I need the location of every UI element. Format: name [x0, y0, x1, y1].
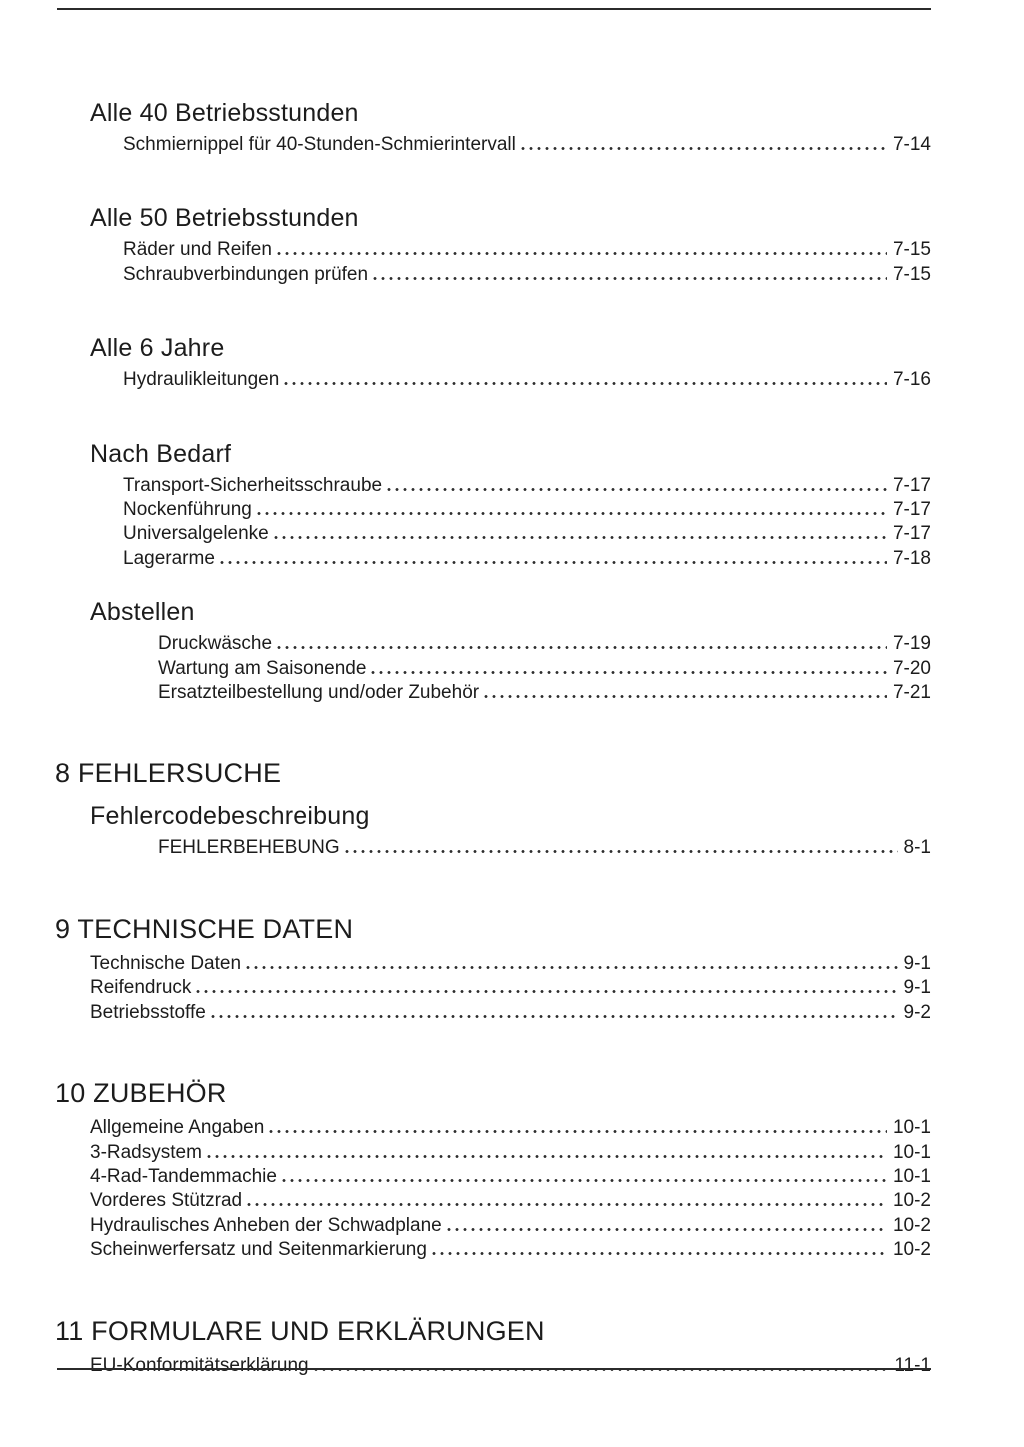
dotted-leader: [282, 1179, 887, 1182]
toc-entry: [123, 522, 931, 546]
toc-entry-page: 7-17: [892, 474, 931, 496]
toc-block: [55, 757, 931, 789]
toc-entry-page: 9-2: [903, 1001, 931, 1023]
toc-entry-label: Ersatzteilbestellung und/oder Zubehör: [158, 682, 480, 704]
dotted-leader: [447, 1228, 887, 1231]
toc-entry-page: 7-18: [892, 547, 931, 569]
toc-entry-page: 10-1: [892, 1117, 931, 1139]
toc-entry-label: Technische Daten: [90, 952, 242, 974]
toc-entry: [90, 952, 931, 976]
toc-entry: [90, 976, 931, 1000]
toc-entry-page: 7-17: [892, 523, 931, 545]
toc-entry-page: 7-20: [892, 657, 931, 679]
toc-entry: [90, 1238, 931, 1262]
dotted-leader: [284, 382, 887, 385]
dotted-leader: [220, 561, 887, 564]
toc-heading: Alle 40 Betriebsstunden: [90, 99, 359, 127]
toc-entry: [123, 263, 931, 287]
dotted-leader: [373, 277, 887, 280]
toc-entry-label: Schraubverbindungen prüfen: [123, 263, 369, 285]
toc-block: [55, 203, 931, 287]
toc-entry: [123, 133, 931, 157]
toc-entry: [158, 632, 931, 656]
toc-entry-label: 4-Rad-Tandemmachie: [90, 1165, 277, 1187]
toc-entry: [90, 1189, 931, 1213]
dotted-leader: [247, 1203, 887, 1206]
toc-entry-label: Universalgelenke: [123, 523, 269, 545]
toc-entry-label: Betriebsstoffe: [90, 1001, 206, 1023]
dotted-leader: [387, 488, 887, 491]
toc-heading: Alle 50 Betriebsstunden: [90, 204, 359, 233]
toc-entry: [90, 1001, 931, 1025]
toc-entry: [90, 1214, 931, 1238]
toc-entry: [123, 547, 931, 571]
toc-entry-label: EU-Konformitätserklärung: [90, 1354, 309, 1376]
toc-block: [55, 801, 931, 860]
toc-entry-page: 7-14: [892, 134, 931, 155]
toc-entry-page: 10-1: [892, 1165, 931, 1187]
toc-entry-page: 7-16: [892, 369, 931, 391]
toc-entry: [90, 1165, 931, 1189]
dotted-leader: [269, 1130, 887, 1133]
dotted-leader: [274, 536, 887, 539]
toc-entry-label: Vorderes Stützrad: [90, 1190, 243, 1212]
toc-heading: 11 FORMULARE UND ERKLÄRUNGEN: [55, 1315, 545, 1346]
toc-block: [55, 98, 931, 157]
bottom-rule: [57, 1368, 931, 1370]
toc-entry-page: 7-15: [892, 263, 931, 285]
toc-entry-page: 7-21: [892, 682, 931, 704]
toc-entry: [123, 238, 931, 262]
toc-entry-page: 10-2: [892, 1190, 931, 1212]
toc-entry-page: 8-1: [903, 837, 931, 859]
toc-entry-label: Lagerarme: [123, 547, 215, 569]
toc-entry-page: 10-1: [892, 1141, 931, 1163]
toc-entry-label: FEHLERBEHEBUNG: [158, 837, 340, 859]
toc-block: [55, 913, 931, 1025]
toc-heading: Nach Bedarf: [90, 439, 232, 468]
toc-heading: 9 TECHNISCHE DATEN: [55, 913, 354, 944]
toc-block: [55, 1077, 931, 1262]
toc-entry-label: Nockenführung: [123, 499, 252, 521]
dotted-leader: [211, 1015, 898, 1018]
toc-entry-label: Transport-Sicherheitsschraube: [123, 474, 383, 496]
toc-entry-page: 7-19: [892, 633, 931, 655]
toc-entry: [90, 1141, 931, 1165]
toc-entry-page: 10-2: [892, 1239, 931, 1261]
toc-entry-page: 9-1: [903, 952, 931, 974]
toc-entry-label: Druckwäsche: [158, 633, 273, 655]
toc-entry-label: Hydraulikleitungen: [123, 369, 280, 391]
toc-entry-label: Reifendruck: [90, 977, 192, 999]
dotted-leader: [277, 646, 887, 649]
toc-entry-page: 9-1: [903, 977, 931, 999]
toc-heading: Abstellen: [90, 598, 195, 627]
toc-entry-label: Scheinwerfersatz und Seitenmarkierung: [90, 1239, 427, 1261]
toc-entry-page: 10-2: [892, 1214, 931, 1236]
toc-entry-page: 7-17: [892, 499, 931, 521]
toc-entry: [123, 498, 931, 522]
toc-entry-page: 11-1: [894, 1354, 931, 1376]
toc-entry-label: 3-Radsystem: [90, 1141, 202, 1163]
dotted-leader: [246, 966, 897, 969]
dotted-leader: [484, 695, 887, 698]
dotted-leader: [207, 1155, 887, 1158]
toc-block: [55, 333, 931, 392]
dotted-leader: [521, 147, 887, 150]
toc-entry-label: Schmiernippel für 40-Stunden-Schmierintervall: [123, 134, 516, 155]
toc-heading: Fehlercodebeschreibung: [90, 802, 370, 831]
toc-entry-label: Hydraulisches Anheben der Schwadplane: [90, 1214, 442, 1236]
toc: [55, 98, 931, 1378]
dotted-leader: [345, 850, 898, 853]
toc-entry-page: 7-15: [892, 239, 931, 261]
toc-entry-label: Wartung am Saisonende: [158, 657, 367, 679]
toc-heading: 10 ZUBEHÖR: [55, 1078, 227, 1109]
toc-entry-label: Räder und Reifen: [123, 239, 272, 261]
toc-entry: [123, 474, 931, 498]
toc-entry: [158, 836, 931, 860]
dotted-leader: [257, 512, 887, 515]
toc-entry: [90, 1116, 931, 1140]
dotted-leader: [196, 990, 897, 993]
dotted-leader: [277, 252, 887, 255]
toc-block: [55, 439, 931, 572]
dotted-leader: [432, 1252, 887, 1255]
toc-entry: [158, 681, 931, 705]
toc-entry: [90, 1354, 931, 1378]
toc-heading: 8 FEHLERSUCHE: [55, 758, 282, 789]
dotted-leader: [371, 671, 887, 674]
top-rule: [57, 8, 931, 10]
toc-heading: Alle 6 Jahre: [90, 334, 225, 363]
toc-entry: [158, 657, 931, 681]
toc-block: [55, 597, 931, 705]
toc-entry-label: Allgemeine Angaben: [90, 1117, 265, 1139]
toc-entry: [123, 368, 931, 392]
